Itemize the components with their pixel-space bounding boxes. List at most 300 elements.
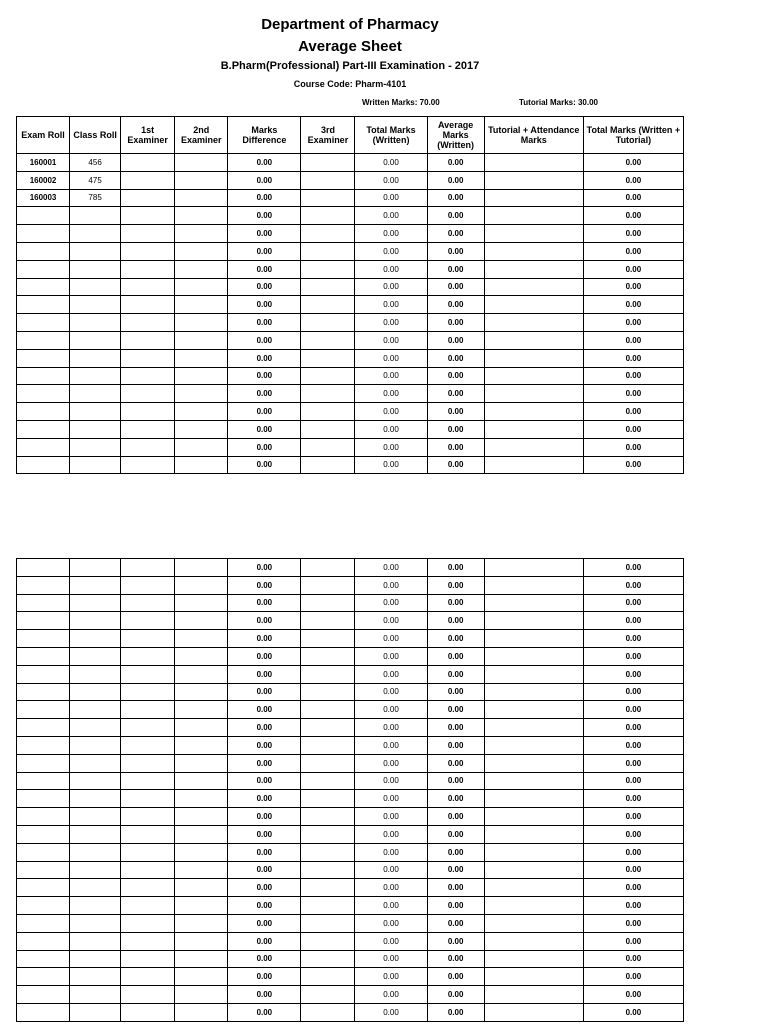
second-examiner-cell [175, 349, 228, 367]
exam-roll-cell [17, 242, 70, 260]
total-written-cell: 0.00 [355, 189, 427, 207]
total-marks-cell: 0.00 [583, 754, 683, 772]
marks-difference-cell: 0.00 [228, 665, 301, 683]
exam-roll-cell [17, 576, 70, 594]
exam-roll-cell [17, 968, 70, 986]
second-examiner-cell [175, 420, 228, 438]
table-row [17, 736, 684, 754]
third-examiner-cell [301, 968, 355, 986]
total-marks-cell: 0.00 [583, 296, 683, 314]
exam-roll-cell: 160003 [17, 189, 70, 207]
average-sheet-table-1 [16, 116, 684, 474]
average-written-cell: 0.00 [427, 420, 484, 438]
first-examiner-cell [121, 594, 175, 612]
tutorial-cell [484, 594, 583, 612]
marks-difference-cell: 0.00 [228, 1003, 301, 1021]
tutorial-cell [484, 612, 583, 630]
table-row [17, 1003, 684, 1021]
table-row [17, 754, 684, 772]
class-roll-cell [70, 914, 121, 932]
second-examiner-cell [175, 897, 228, 915]
second-examiner-cell [175, 754, 228, 772]
class-roll-cell [70, 808, 121, 826]
class-roll-cell [70, 1003, 121, 1021]
class-roll-cell [70, 225, 121, 243]
marks-difference-cell: 0.00 [228, 612, 301, 630]
exam-roll-cell [17, 647, 70, 665]
total-written-cell: 0.00 [355, 914, 427, 932]
col-header-3rd-examiner: 3rd Examiner [301, 117, 355, 154]
table-row [17, 171, 684, 189]
total-marks-cell: 0.00 [583, 154, 683, 172]
class-roll-cell [70, 843, 121, 861]
marks-difference-cell: 0.00 [228, 594, 301, 612]
class-roll-cell [70, 456, 121, 474]
third-examiner-cell [301, 559, 355, 577]
exam-roll-cell [17, 986, 70, 1004]
first-examiner-cell [121, 420, 175, 438]
total-written-cell: 0.00 [355, 932, 427, 950]
col-header-class-roll: Class Roll [70, 117, 121, 154]
class-roll-cell [70, 790, 121, 808]
table-row [17, 367, 684, 385]
total-marks-cell: 0.00 [583, 968, 683, 986]
second-examiner-cell [175, 861, 228, 879]
marks-difference-cell: 0.00 [228, 296, 301, 314]
marks-difference-cell: 0.00 [228, 683, 301, 701]
class-roll-cell [70, 683, 121, 701]
exam-roll-cell [17, 790, 70, 808]
class-roll-cell: 785 [70, 189, 121, 207]
table-row [17, 986, 684, 1004]
tutorial-cell [484, 914, 583, 932]
exam-roll-cell [17, 843, 70, 861]
marks-difference-cell: 0.00 [228, 331, 301, 349]
average-written-cell: 0.00 [427, 296, 484, 314]
second-examiner-cell [175, 772, 228, 790]
total-marks-cell: 0.00 [583, 420, 683, 438]
third-examiner-cell [301, 879, 355, 897]
third-examiner-cell [301, 701, 355, 719]
table-row [17, 897, 684, 915]
average-written-cell: 0.00 [427, 1003, 484, 1021]
table-row [17, 968, 684, 986]
average-written-cell: 0.00 [427, 790, 484, 808]
tutorial-cell [484, 189, 583, 207]
class-roll-cell [70, 612, 121, 630]
marks-difference-cell: 0.00 [228, 719, 301, 737]
class-roll-cell: 475 [70, 171, 121, 189]
third-examiner-cell [301, 260, 355, 278]
first-examiner-cell [121, 719, 175, 737]
third-examiner-cell [301, 403, 355, 421]
class-roll-cell [70, 932, 121, 950]
total-marks-cell: 0.00 [583, 576, 683, 594]
total-written-cell: 0.00 [355, 683, 427, 701]
total-written-cell: 0.00 [355, 897, 427, 915]
table-row [17, 314, 684, 332]
marks-difference-cell: 0.00 [228, 950, 301, 968]
class-roll-cell [70, 665, 121, 683]
first-examiner-cell [121, 576, 175, 594]
first-examiner-cell [121, 367, 175, 385]
total-marks-cell: 0.00 [583, 986, 683, 1004]
total-marks-cell: 0.00 [583, 331, 683, 349]
table-row [17, 559, 684, 577]
marks-difference-cell: 0.00 [228, 559, 301, 577]
average-written-cell: 0.00 [427, 207, 484, 225]
third-examiner-cell [301, 612, 355, 630]
tutorial-cell [484, 932, 583, 950]
marks-difference-cell: 0.00 [228, 808, 301, 826]
first-examiner-cell [121, 825, 175, 843]
total-marks-cell: 0.00 [583, 665, 683, 683]
third-examiner-cell [301, 754, 355, 772]
third-examiner-cell [301, 808, 355, 826]
tutorial-cell [484, 576, 583, 594]
table-row [17, 825, 684, 843]
third-examiner-cell [301, 932, 355, 950]
total-marks-cell: 0.00 [583, 843, 683, 861]
exam-roll-cell [17, 861, 70, 879]
table-row [17, 260, 684, 278]
total-written-cell: 0.00 [355, 225, 427, 243]
third-examiner-cell [301, 950, 355, 968]
third-examiner-cell [301, 171, 355, 189]
average-written-cell: 0.00 [427, 701, 484, 719]
tutorial-cell [484, 665, 583, 683]
tutorial-cell [484, 242, 583, 260]
exam-roll-cell [17, 594, 70, 612]
total-written-cell: 0.00 [355, 861, 427, 879]
tutorial-cell [484, 968, 583, 986]
tutorial-cell [484, 420, 583, 438]
class-roll-cell [70, 719, 121, 737]
third-examiner-cell [301, 456, 355, 474]
marks-difference-cell: 0.00 [228, 701, 301, 719]
total-marks-cell: 0.00 [583, 719, 683, 737]
third-examiner-cell [301, 861, 355, 879]
col-header-1st-examiner: 1st Examiner [121, 117, 175, 154]
third-examiner-cell [301, 367, 355, 385]
third-examiner-cell [301, 843, 355, 861]
tutorial-cell [484, 367, 583, 385]
total-marks-cell: 0.00 [583, 914, 683, 932]
marks-difference-cell: 0.00 [228, 438, 301, 456]
table-row [17, 790, 684, 808]
class-roll-cell [70, 825, 121, 843]
first-examiner-cell [121, 861, 175, 879]
marks-difference-cell: 0.00 [228, 260, 301, 278]
average-written-cell: 0.00 [427, 349, 484, 367]
table-row [17, 701, 684, 719]
total-marks-cell: 0.00 [583, 612, 683, 630]
tutorial-marks-info: Tutorial Marks: 30.00 [519, 98, 598, 107]
average-written-cell: 0.00 [427, 772, 484, 790]
table-row [17, 843, 684, 861]
second-examiner-cell [175, 968, 228, 986]
average-written-cell: 0.00 [427, 986, 484, 1004]
marks-difference-cell: 0.00 [228, 314, 301, 332]
first-examiner-cell [121, 385, 175, 403]
third-examiner-cell [301, 385, 355, 403]
class-roll-cell [70, 349, 121, 367]
class-roll-cell [70, 278, 121, 296]
exam-roll-cell [17, 612, 70, 630]
average-written-cell: 0.00 [427, 367, 484, 385]
table-row [17, 808, 684, 826]
average-written-cell: 0.00 [427, 456, 484, 474]
total-marks-cell: 0.00 [583, 171, 683, 189]
tutorial-cell [484, 683, 583, 701]
total-marks-cell: 0.00 [583, 932, 683, 950]
average-written-cell: 0.00 [427, 314, 484, 332]
second-examiner-cell [175, 594, 228, 612]
exam-roll-cell [17, 385, 70, 403]
total-marks-cell: 0.00 [583, 242, 683, 260]
third-examiner-cell [301, 349, 355, 367]
class-roll-cell [70, 385, 121, 403]
tutorial-cell [484, 879, 583, 897]
table-row [17, 420, 684, 438]
total-written-cell: 0.00 [355, 843, 427, 861]
first-examiner-cell [121, 296, 175, 314]
tutorial-cell [484, 225, 583, 243]
total-written-cell: 0.00 [355, 420, 427, 438]
total-written-cell: 0.00 [355, 278, 427, 296]
first-examiner-cell [121, 986, 175, 1004]
exam-roll-cell [17, 438, 70, 456]
marks-difference-cell: 0.00 [228, 772, 301, 790]
course-code: Course Code: Pharm-4101 [293, 79, 407, 89]
table-row [17, 403, 684, 421]
marks-difference-cell: 0.00 [228, 367, 301, 385]
third-examiner-cell [301, 825, 355, 843]
total-written-cell: 0.00 [355, 879, 427, 897]
table-row [17, 861, 684, 879]
average-written-cell: 0.00 [427, 843, 484, 861]
average-written-cell: 0.00 [427, 808, 484, 826]
class-roll-cell [70, 986, 121, 1004]
third-examiner-cell [301, 736, 355, 754]
table-row [17, 576, 684, 594]
exam-roll-cell: 160002 [17, 171, 70, 189]
table-row [17, 189, 684, 207]
second-examiner-cell [175, 879, 228, 897]
class-roll-cell [70, 897, 121, 915]
second-examiner-cell [175, 367, 228, 385]
marks-difference-cell: 0.00 [228, 754, 301, 772]
second-examiner-cell [175, 456, 228, 474]
first-examiner-cell [121, 772, 175, 790]
third-examiner-cell [301, 986, 355, 1004]
total-written-cell: 0.00 [355, 559, 427, 577]
exam-roll-cell [17, 420, 70, 438]
second-examiner-cell [175, 701, 228, 719]
second-examiner-cell [175, 154, 228, 172]
average-written-cell: 0.00 [427, 897, 484, 915]
average-written-cell: 0.00 [427, 331, 484, 349]
marks-difference-cell: 0.00 [228, 242, 301, 260]
average-written-cell: 0.00 [427, 612, 484, 630]
class-roll-cell [70, 736, 121, 754]
second-examiner-cell [175, 260, 228, 278]
exam-roll-cell [17, 207, 70, 225]
tutorial-cell [484, 719, 583, 737]
marks-difference-cell: 0.00 [228, 171, 301, 189]
marks-difference-cell: 0.00 [228, 968, 301, 986]
average-written-cell: 0.00 [427, 278, 484, 296]
exam-roll-cell [17, 772, 70, 790]
total-written-cell: 0.00 [355, 808, 427, 826]
class-roll-cell [70, 701, 121, 719]
total-written-cell: 0.00 [355, 647, 427, 665]
tutorial-cell [484, 403, 583, 421]
total-written-cell: 0.00 [355, 736, 427, 754]
exam-roll-cell [17, 932, 70, 950]
first-examiner-cell [121, 260, 175, 278]
tutorial-cell [484, 701, 583, 719]
marks-difference-cell: 0.00 [228, 278, 301, 296]
first-examiner-cell [121, 189, 175, 207]
tutorial-cell [484, 260, 583, 278]
marks-difference-cell: 0.00 [228, 843, 301, 861]
first-examiner-cell [121, 808, 175, 826]
table-row [17, 385, 684, 403]
third-examiner-cell [301, 420, 355, 438]
marks-difference-cell: 0.00 [228, 207, 301, 225]
total-written-cell: 0.00 [355, 701, 427, 719]
total-marks-cell: 0.00 [583, 559, 683, 577]
exam-roll-cell [17, 719, 70, 737]
total-marks-cell: 0.00 [583, 701, 683, 719]
average-written-cell: 0.00 [427, 932, 484, 950]
class-roll-cell [70, 314, 121, 332]
first-examiner-cell [121, 207, 175, 225]
first-examiner-cell [121, 1003, 175, 1021]
second-examiner-cell [175, 403, 228, 421]
first-examiner-cell [121, 897, 175, 915]
tutorial-cell [484, 171, 583, 189]
first-examiner-cell [121, 665, 175, 683]
exam-roll-cell [17, 950, 70, 968]
exam-roll-cell [17, 630, 70, 648]
second-examiner-cell [175, 314, 228, 332]
first-examiner-cell [121, 790, 175, 808]
average-written-cell: 0.00 [427, 647, 484, 665]
exam-roll-cell [17, 665, 70, 683]
first-examiner-cell [121, 683, 175, 701]
first-examiner-cell [121, 314, 175, 332]
second-examiner-cell [175, 790, 228, 808]
col-header-tutorial-attendance: Tutorial + Attendance Marks [484, 117, 583, 154]
second-examiner-cell [175, 932, 228, 950]
table-row [17, 932, 684, 950]
table-row [17, 683, 684, 701]
table-row [17, 647, 684, 665]
total-marks-cell: 0.00 [583, 314, 683, 332]
tutorial-cell [484, 331, 583, 349]
marks-difference-cell: 0.00 [228, 879, 301, 897]
first-examiner-cell [121, 754, 175, 772]
first-examiner-cell [121, 950, 175, 968]
class-roll-cell [70, 861, 121, 879]
total-written-cell: 0.00 [355, 612, 427, 630]
exam-roll-cell [17, 701, 70, 719]
total-written-cell: 0.00 [355, 331, 427, 349]
total-written-cell: 0.00 [355, 367, 427, 385]
first-examiner-cell [121, 914, 175, 932]
total-marks-cell: 0.00 [583, 772, 683, 790]
exam-roll-cell [17, 879, 70, 897]
total-marks-cell: 0.00 [583, 790, 683, 808]
total-marks-cell: 0.00 [583, 438, 683, 456]
marks-difference-cell: 0.00 [228, 225, 301, 243]
tutorial-cell [484, 559, 583, 577]
first-examiner-cell [121, 242, 175, 260]
total-marks-cell: 0.00 [583, 225, 683, 243]
first-examiner-cell [121, 171, 175, 189]
total-marks-cell: 0.00 [583, 349, 683, 367]
table-row [17, 278, 684, 296]
average-written-cell: 0.00 [427, 594, 484, 612]
total-marks-cell: 0.00 [583, 403, 683, 421]
tutorial-cell [484, 825, 583, 843]
total-written-cell: 0.00 [355, 154, 427, 172]
second-examiner-cell [175, 665, 228, 683]
total-written-cell: 0.00 [355, 968, 427, 986]
average-written-cell: 0.00 [427, 171, 484, 189]
tutorial-cell [484, 207, 583, 225]
table-row [17, 349, 684, 367]
first-examiner-cell [121, 456, 175, 474]
marks-difference-cell: 0.00 [228, 189, 301, 207]
average-written-cell: 0.00 [427, 225, 484, 243]
average-written-cell: 0.00 [427, 242, 484, 260]
tutorial-cell [484, 897, 583, 915]
average-written-cell: 0.00 [427, 154, 484, 172]
total-written-cell: 0.00 [355, 772, 427, 790]
table-row [17, 665, 684, 683]
first-examiner-cell [121, 331, 175, 349]
third-examiner-cell [301, 914, 355, 932]
total-marks-cell: 0.00 [583, 278, 683, 296]
second-examiner-cell [175, 278, 228, 296]
marks-difference-cell: 0.00 [228, 385, 301, 403]
second-examiner-cell [175, 171, 228, 189]
class-roll-cell [70, 630, 121, 648]
third-examiner-cell [301, 242, 355, 260]
average-written-cell: 0.00 [427, 385, 484, 403]
total-written-cell: 0.00 [355, 385, 427, 403]
total-written-cell: 0.00 [355, 665, 427, 683]
exam-roll-cell [17, 314, 70, 332]
class-roll-cell [70, 647, 121, 665]
marks-difference-cell: 0.00 [228, 825, 301, 843]
tutorial-cell [484, 438, 583, 456]
tutorial-cell [484, 861, 583, 879]
total-written-cell: 0.00 [355, 950, 427, 968]
second-examiner-cell [175, 647, 228, 665]
tutorial-cell [484, 843, 583, 861]
third-examiner-cell [301, 630, 355, 648]
class-roll-cell [70, 438, 121, 456]
first-examiner-cell [121, 438, 175, 456]
average-written-cell: 0.00 [427, 576, 484, 594]
second-examiner-cell [175, 825, 228, 843]
class-roll-cell [70, 879, 121, 897]
table-row [17, 879, 684, 897]
